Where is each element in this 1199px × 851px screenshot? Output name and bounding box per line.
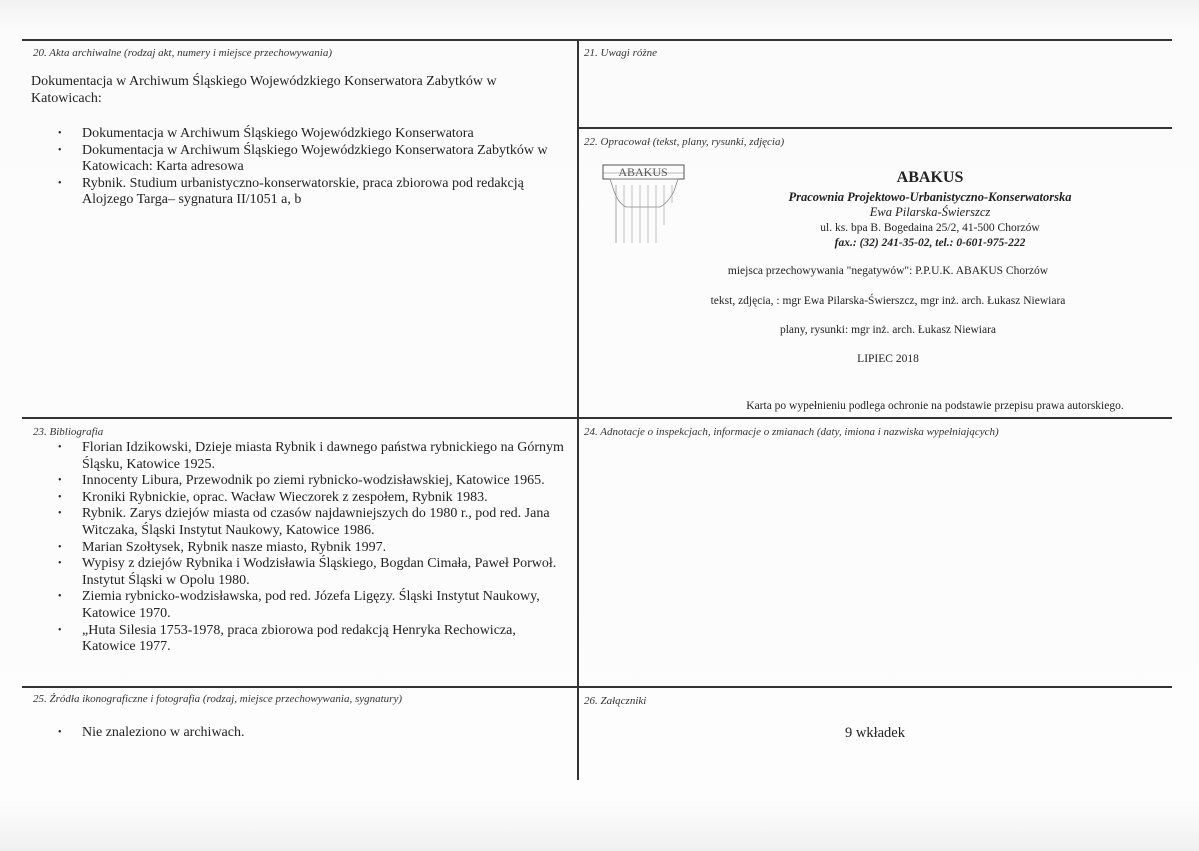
company-subtitle: Pracownia Projektowo-Urbanistyczno-Konserwatorska xyxy=(788,190,1072,204)
row-divider-2 xyxy=(22,686,1172,688)
list-item: • Rybnik. Zarys dziejów miasta od czasów najdawniejszych do 1980 r., pod red. Jana Witczaka, Śląski Instytut Naukowy, Katowice 1986. xyxy=(58,506,550,538)
company-address: ul. ks. bpa B. Bogedaina 25/2, 41-500 Chorzów xyxy=(820,222,1040,234)
top-border xyxy=(22,39,1172,41)
company-contact: fax.: (32) 241-35-02, tel.: 0-601-975-222 xyxy=(834,237,1026,249)
authors-plans: plany, rysunki: mgr inż. arch. Łukasz Niewiara xyxy=(779,324,997,336)
copyright-note: Karta po wypełnieniu podlega ochronie na podstawie przepisu prawa autorskiego. xyxy=(746,400,1124,412)
section21-title: 21. Uwagi różne xyxy=(584,47,658,59)
list-item: • „Huta Silesia 1753-1978, praca zbiorowa pod redakcją Henryka Rechowicza, Katowice 1977. xyxy=(58,622,516,655)
section25-list xyxy=(58,725,564,742)
list-item: • Ziemia rybnicko-wodzisławska, pod red. Józefa Ligęzy. Śląski Instytut Naukowy, Katowice 1970. xyxy=(58,589,540,621)
list-item: • Wypisy z dziejów Rybnika i Wodzisławia Śląskiego, Bogdan Cimała, Paweł Porwoł. Instytut Śląski w Opolu 1980. xyxy=(58,556,557,588)
section22-title: 22. Opracował (tekst, plany, rysunki, zdjęcia) xyxy=(584,136,785,148)
section26-title: 26. Załączniki xyxy=(584,695,647,707)
section23-title: 23. Bibliografia xyxy=(33,426,104,438)
cell21-divider xyxy=(578,127,1172,129)
section24-title: 24. Adnotacje o inspekcjach, informacje o zmianach (daty, imiona i nazwiska wypełniających) xyxy=(584,426,999,438)
column-divider xyxy=(577,39,579,780)
list-item: • Rybnik. Studium urbanistyczno-konserwatorskie, praca zbiorowa pod redakcją Alojzego Targa– sygnatura II/1051 a, b xyxy=(58,175,524,208)
list-item: • Innocenty Libura, Przewodnik po ziemi rybnicko-wodzisławskiej, Katowice 1965. xyxy=(58,473,545,489)
list-item: • Dokumentacja w Archiwum Śląskiego Wojewódzkiego Konserwatora xyxy=(58,126,474,141)
section25-title: 25. Źródła ikonograficzne i fotografia (rodzaj, miejsce przechowywania, sygnatury) xyxy=(33,693,402,705)
company-name: ABAKUS xyxy=(896,169,964,186)
company-owner: Ewa Pilarska-Świerszcz xyxy=(869,205,991,219)
abakus-logo xyxy=(602,163,687,245)
authors-text: tekst, zdjęcia, : mgr Ewa Pilarska-Świerszcz, mgr inż. arch. Łukasz Niewiara xyxy=(710,295,1066,307)
section20-intro: Dokumentacja w Archiwum Śląskiego Wojewódzkiego Konserwatora Zabytków w Katowicach: xyxy=(31,74,497,106)
logo-text: ABAKUS xyxy=(618,165,668,179)
negatives-location: miejsca przechowywania "negatywów": P.P.U.K. ABAKUS Chorzów xyxy=(727,265,1049,277)
document-date: LIPIEC 2018 xyxy=(857,353,919,365)
section20-title: 20. Akta archiwalne (rodzaj akt, numery i miejsce przechowywania) xyxy=(33,47,332,59)
attachments-value: 9 wkładek xyxy=(845,725,905,741)
list-item: • Dokumentacja w Archiwum Śląskiego Wojewódzkiego Konserwatora Zabytków w Katowicach: Karta adresowa xyxy=(58,142,548,175)
list-item: • Marian Szołtysek, Rybnik nasze miasto, Rybnik 1997. xyxy=(58,539,387,555)
list-item: • Florian Idzikowski, Dzieje miasta Rybnik i dawnego państwa rybnickiego na Górnym Śląsku, Katowice 1925. xyxy=(58,440,564,472)
row-divider-1 xyxy=(22,417,1172,419)
section20-list xyxy=(58,126,572,209)
list-item: • Nie znaleziono w archiwach. xyxy=(58,725,245,740)
section23-list xyxy=(58,440,564,656)
list-item: • Kroniki Rybnickie, oprac. Wacław Wieczorek z zespołem, Rybnik 1983. xyxy=(58,489,488,505)
